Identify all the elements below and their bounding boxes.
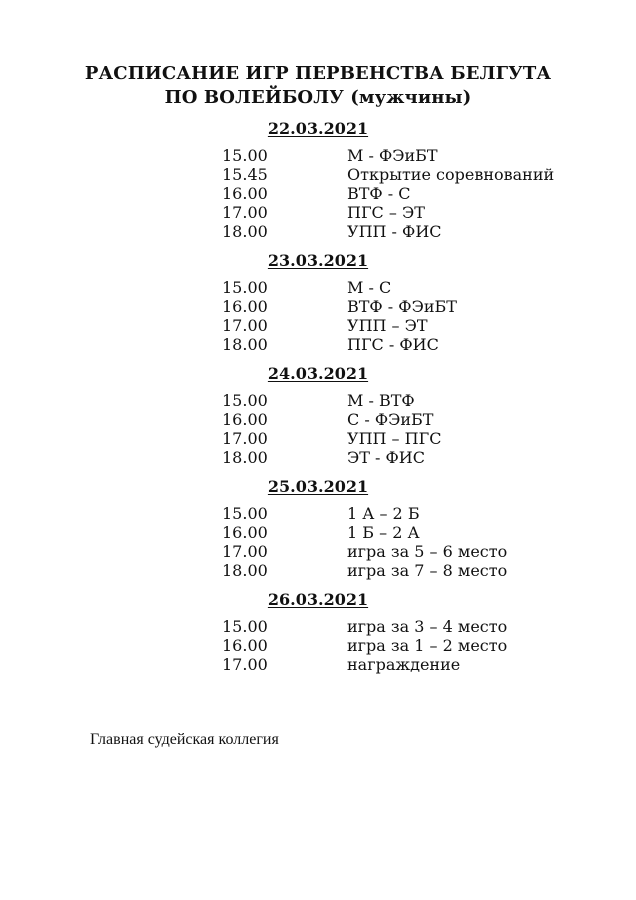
- title-line-1: РАСПИСАНИЕ ИГР ПЕРВЕНСТВА БЕЛГУТА: [84, 63, 552, 84]
- game-row: [0, 297, 636, 316]
- game-time: 16.00: [222, 410, 268, 429]
- game-match: М - С: [347, 278, 392, 297]
- day-block: [0, 589, 636, 674]
- judging-panel-signature: Главная судейская коллегия: [90, 731, 279, 748]
- game-row: [0, 448, 636, 467]
- game-time: 15.45: [222, 165, 268, 184]
- day-block: [0, 250, 636, 354]
- game-match: награждение: [347, 655, 461, 674]
- day-block: [0, 476, 636, 580]
- game-match: игра за 5 – 6 место: [347, 542, 508, 561]
- game-time: 15.00: [222, 617, 268, 636]
- game-time: 16.00: [222, 636, 268, 655]
- game-time: 18.00: [222, 448, 268, 467]
- game-match: УПП – ПГС: [347, 429, 442, 448]
- game-time: 15.00: [222, 504, 268, 523]
- game-row: [0, 542, 636, 561]
- game-time: 17.00: [222, 655, 268, 674]
- game-row: [0, 504, 636, 523]
- game-time: 17.00: [222, 429, 268, 448]
- game-match: игра за 7 – 8 место: [347, 561, 508, 580]
- game-row: [0, 655, 636, 674]
- day-date: 22.03.2021: [267, 119, 369, 138]
- game-row: [0, 278, 636, 297]
- game-row: [0, 617, 636, 636]
- game-match: С - ФЭиБТ: [347, 410, 434, 429]
- game-time: 15.00: [222, 278, 268, 297]
- day-date: 26.03.2021: [267, 590, 369, 609]
- game-match: ЭТ - ФИС: [347, 448, 425, 467]
- game-match: ПГС – ЭТ: [347, 203, 425, 222]
- game-row: [0, 316, 636, 335]
- game-time: 18.00: [222, 335, 268, 354]
- game-row: [0, 391, 636, 410]
- game-time: 15.00: [222, 146, 268, 165]
- game-time: 16.00: [222, 297, 268, 316]
- game-match: 1 А – 2 Б: [347, 504, 420, 523]
- day-date: 25.03.2021: [267, 477, 369, 496]
- game-time: 16.00: [222, 523, 268, 542]
- game-match: Открытие соревнований: [347, 165, 555, 184]
- game-row: [0, 636, 636, 655]
- game-row: [0, 165, 636, 184]
- day-block: [0, 118, 636, 241]
- game-row: [0, 222, 636, 241]
- game-row: [0, 184, 636, 203]
- game-row: [0, 335, 636, 354]
- game-time: 17.00: [222, 316, 268, 335]
- game-row: [0, 561, 636, 580]
- game-time: 18.00: [222, 222, 268, 241]
- game-time: 15.00: [222, 391, 268, 410]
- schedule: [0, 118, 636, 674]
- game-match: игра за 1 – 2 место: [347, 636, 508, 655]
- title-line-2: ПО ВОЛЕЙБОЛУ (мужчины): [164, 87, 472, 108]
- game-match: ВТФ - С: [347, 184, 411, 203]
- game-match: 1 Б – 2 А: [347, 523, 420, 542]
- game-row: [0, 203, 636, 222]
- game-time: 17.00: [222, 203, 268, 222]
- page-title: [0, 62, 636, 110]
- day-date: 24.03.2021: [267, 364, 369, 383]
- game-match: игра за 3 – 4 место: [347, 617, 508, 636]
- game-match: М - ВТФ: [347, 391, 415, 410]
- game-row: [0, 146, 636, 165]
- game-row: [0, 410, 636, 429]
- game-time: 17.00: [222, 542, 268, 561]
- game-match: ПГС - ФИС: [347, 335, 439, 354]
- game-match: ВТФ - ФЭиБТ: [347, 297, 457, 316]
- day-block: [0, 363, 636, 467]
- game-time: 16.00: [222, 184, 268, 203]
- game-match: УПП – ЭТ: [347, 316, 428, 335]
- game-time: 18.00: [222, 561, 268, 580]
- game-match: М - ФЭиБТ: [347, 146, 438, 165]
- game-row: [0, 523, 636, 542]
- game-match: УПП - ФИС: [347, 222, 442, 241]
- day-date: 23.03.2021: [267, 251, 369, 270]
- game-row: [0, 429, 636, 448]
